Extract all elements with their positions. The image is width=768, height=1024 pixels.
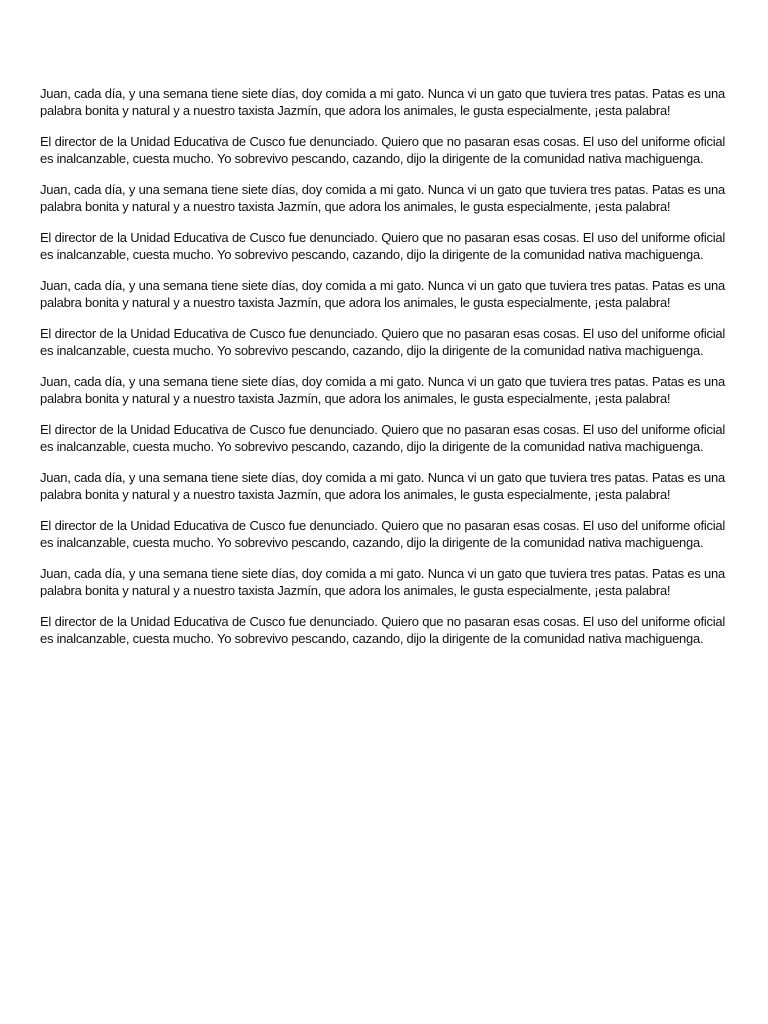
paragraph-12: El director de la Unidad Educativa de Cusco fue denunciado. Quiero que no pasaran esas cosas. El uso del uniforme oficial es inalcanzable, cuesta mucho. Yo sobrevivo pescando, cazando, dijo la dirigente de la comunidad nativa machiguenga. [40, 614, 725, 646]
paragraph-10: El director de la Unidad Educativa de Cusco fue denunciado. Quiero que no pasaran esas cosas. El uso del uniforme oficial es inalcanzable, cuesta mucho. Yo sobrevivo pescando, cazando, dijo la dirigente de la comunidad nativa machiguenga. [40, 518, 725, 550]
document-body [40, 86, 725, 662]
paragraph-2: El director de la Unidad Educativa de Cusco fue denunciado. Quiero que no pasaran esas cosas. El uso del uniforme oficial es inalcanzable, cuesta mucho. Yo sobrevivo pescando, cazando, dijo la dirigente de la comunidad nativa machiguenga. [40, 134, 725, 166]
paragraph-11: Juan, cada día, y una semana tiene siete días, doy comida a mi gato. Nunca vi un gato que tuviera tres patas. Patas es una palabra bonita y natural y a nuestro taxista Jazmín, que adora los animales, le gusta especialmente, ¡esta palabra! [40, 566, 725, 598]
paragraph-6: El director de la Unidad Educativa de Cusco fue denunciado. Quiero que no pasaran esas cosas. El uso del uniforme oficial es inalcanzable, cuesta mucho. Yo sobrevivo pescando, cazando, dijo la dirigente de la comunidad nativa machiguenga. [40, 326, 725, 358]
paragraph-7: Juan, cada día, y una semana tiene siete días, doy comida a mi gato. Nunca vi un gato que tuviera tres patas. Patas es una palabra bonita y natural y a nuestro taxista Jazmín, que adora los animales, le gusta especialmente, ¡esta palabra! [40, 374, 725, 406]
paragraph-3: Juan, cada día, y una semana tiene siete días, doy comida a mi gato. Nunca vi un gato que tuviera tres patas. Patas es una palabra bonita y natural y a nuestro taxista Jazmín, que adora los animales, le gusta especialmente, ¡esta palabra! [40, 182, 725, 214]
paragraph-5: Juan, cada día, y una semana tiene siete días, doy comida a mi gato. Nunca vi un gato que tuviera tres patas. Patas es una palabra bonita y natural y a nuestro taxista Jazmín, que adora los animales, le gusta especialmente, ¡esta palabra! [40, 278, 725, 310]
paragraph-4: El director de la Unidad Educativa de Cusco fue denunciado. Quiero que no pasaran esas cosas. El uso del uniforme oficial es inalcanzable, cuesta mucho. Yo sobrevivo pescando, cazando, dijo la dirigente de la comunidad nativa machiguenga. [40, 230, 725, 262]
paragraph-9: Juan, cada día, y una semana tiene siete días, doy comida a mi gato. Nunca vi un gato que tuviera tres patas. Patas es una palabra bonita y natural y a nuestro taxista Jazmín, que adora los animales, le gusta especialmente, ¡esta palabra! [40, 470, 725, 502]
paragraph-8: El director de la Unidad Educativa de Cusco fue denunciado. Quiero que no pasaran esas cosas. El uso del uniforme oficial es inalcanzable, cuesta mucho. Yo sobrevivo pescando, cazando, dijo la dirigente de la comunidad nativa machiguenga. [40, 422, 725, 454]
paragraph-1: Juan, cada día, y una semana tiene siete días, doy comida a mi gato. Nunca vi un gato que tuviera tres patas. Patas es una palabra bonita y natural y a nuestro taxista Jazmín, que adora los animales, le gusta especialmente, ¡esta palabra! [40, 86, 725, 118]
